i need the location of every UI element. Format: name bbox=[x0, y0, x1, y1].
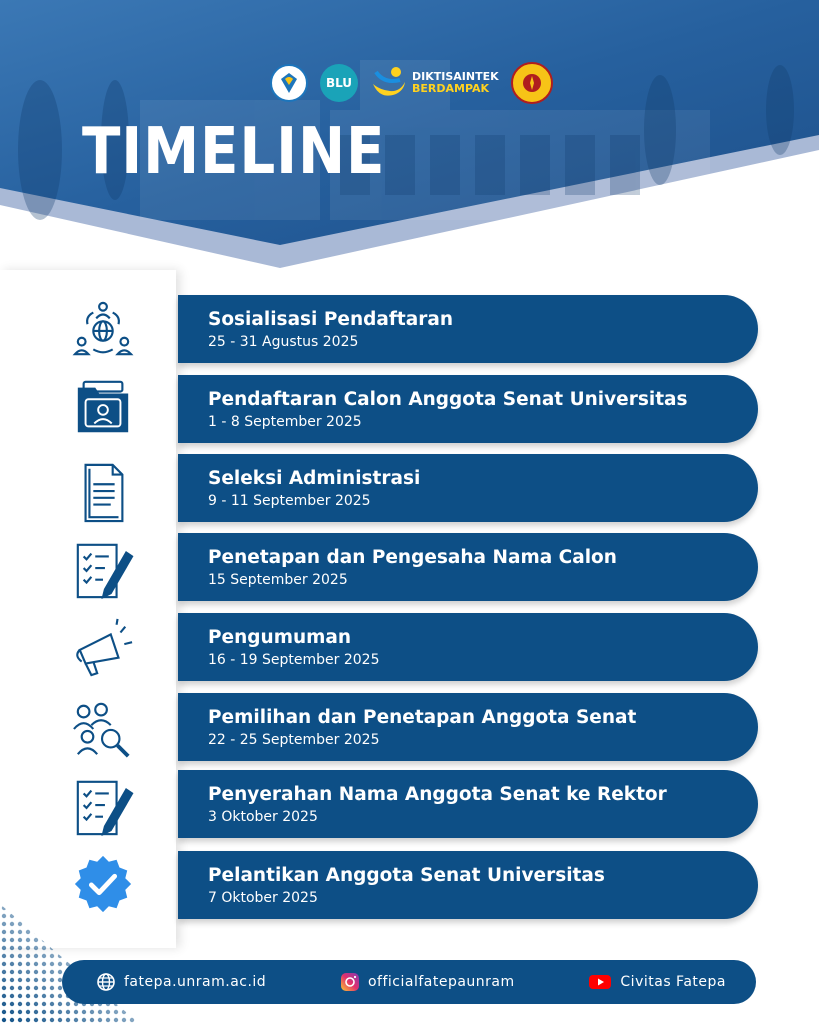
diktisaintek-logo: DIKTISAINTEK BERDAMPAK bbox=[370, 64, 499, 102]
people-search-icon bbox=[68, 697, 138, 761]
youtube-text: Civitas Fatepa bbox=[620, 974, 726, 990]
globe-icon bbox=[96, 972, 116, 992]
timeline-item-title: Seleksi Administrasi bbox=[208, 468, 421, 489]
checklist-pen-icon bbox=[68, 538, 138, 602]
timeline-item-title: Pelantikan Anggota Senat Universitas bbox=[208, 865, 605, 886]
timeline-item bbox=[178, 851, 758, 919]
website-link[interactable] bbox=[96, 972, 266, 992]
instagram-icon bbox=[340, 972, 360, 992]
youtube-link[interactable] bbox=[588, 972, 726, 992]
blu-logo: BLU bbox=[320, 64, 358, 102]
timeline-item bbox=[178, 770, 758, 838]
checklist-pen-icon bbox=[68, 775, 138, 839]
timeline-item-title: Sosialisasi Pendaftaran bbox=[208, 309, 453, 330]
document-icon bbox=[68, 460, 138, 524]
timeline-item-date: 3 Oktober 2025 bbox=[208, 809, 318, 825]
page-title: TIMELINE bbox=[82, 115, 386, 189]
unram-logo bbox=[511, 62, 553, 104]
timeline-item-date: 22 - 25 September 2025 bbox=[208, 732, 380, 748]
megaphone-icon bbox=[68, 616, 138, 680]
timeline-item-title: Pengumuman bbox=[208, 627, 352, 648]
timeline-item bbox=[178, 375, 758, 443]
footer-bar bbox=[62, 960, 756, 1004]
user-folder-icon bbox=[68, 375, 138, 439]
timeline-item bbox=[178, 693, 758, 761]
timeline-item-date: 16 - 19 September 2025 bbox=[208, 652, 380, 668]
youtube-icon bbox=[588, 972, 612, 992]
timeline-item-date: 9 - 11 September 2025 bbox=[208, 493, 371, 509]
website-text: fatepa.unram.ac.id bbox=[124, 974, 267, 990]
timeline-item-title: Penetapan dan Pengesaha Nama Calon bbox=[208, 547, 617, 568]
timeline-item bbox=[178, 613, 758, 681]
kemdikbud-logo bbox=[270, 64, 308, 102]
instagram-link[interactable] bbox=[340, 972, 515, 992]
timeline-item bbox=[178, 533, 758, 601]
timeline-item-title: Pendaftaran Calon Anggota Senat Universitas bbox=[208, 389, 688, 410]
icon-panel bbox=[0, 270, 176, 948]
logo-row bbox=[270, 62, 553, 104]
people-network-icon bbox=[68, 298, 138, 362]
timeline-item bbox=[178, 295, 758, 363]
timeline-item-date: 1 - 8 September 2025 bbox=[208, 414, 362, 430]
timeline-item-title: Pemilihan dan Penetapan Anggota Senat bbox=[208, 707, 637, 728]
timeline-item bbox=[178, 454, 758, 522]
instagram-text: officialfatepaunram bbox=[367, 974, 515, 990]
timeline-item-date: 25 - 31 Agustus 2025 bbox=[208, 334, 359, 350]
timeline-item-title: Penyerahan Nama Anggota Senat ke Rektor bbox=[208, 784, 667, 805]
timeline-item-date: 7 Oktober 2025 bbox=[208, 890, 318, 906]
timeline-item-date: 15 September 2025 bbox=[208, 572, 348, 588]
